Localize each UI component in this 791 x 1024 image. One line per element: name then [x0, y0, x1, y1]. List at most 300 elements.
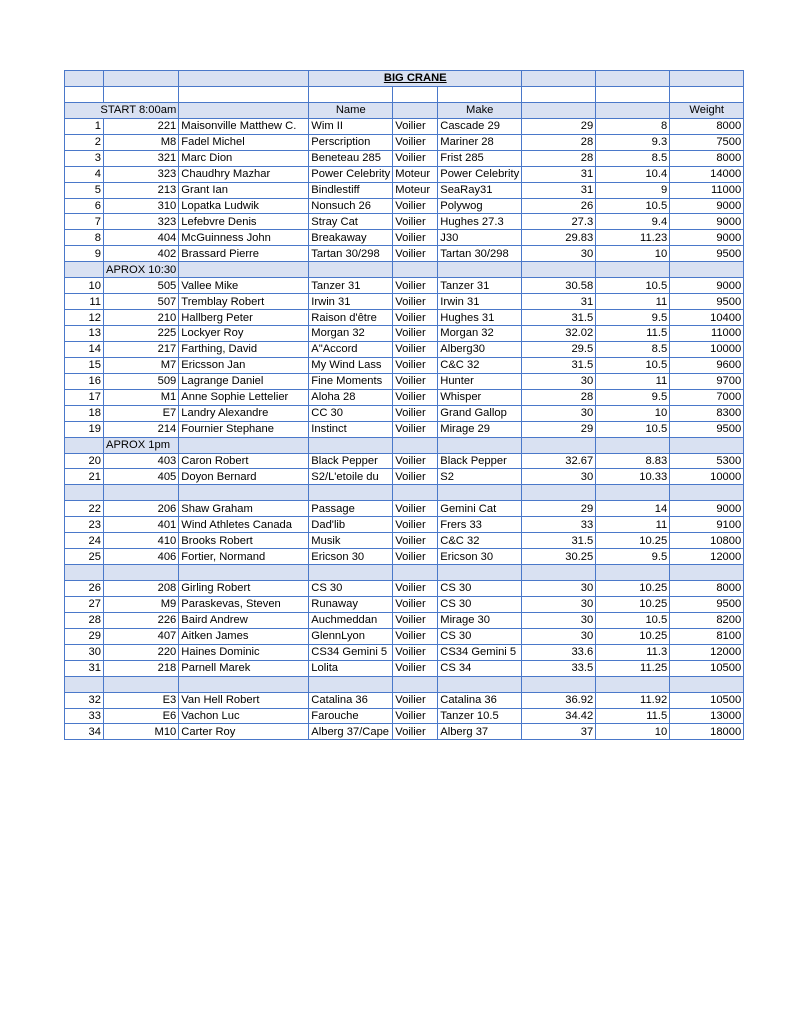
boat-type-cell: Voilier [393, 405, 438, 421]
boat-type-cell: Voilier [393, 230, 438, 246]
header-row [65, 102, 744, 118]
boat-id-cell: 403 [104, 453, 179, 469]
weight-cell: 10000 [670, 341, 744, 357]
boat-make-cell: C&C 32 [438, 357, 522, 373]
boat-id-cell: 218 [104, 660, 179, 676]
table-row [65, 373, 744, 389]
boat-type-cell: Voilier [393, 596, 438, 612]
length-cell: 29 [522, 421, 596, 437]
boat-make-cell: Cascade 29 [438, 118, 522, 134]
boat-make-cell: Whisper [438, 389, 522, 405]
section-row [65, 437, 744, 453]
owner-name-cell: Carter Roy [179, 724, 309, 740]
boat-name-cell: Ericson 30 [309, 549, 393, 565]
boat-make-cell: Hunter [438, 373, 522, 389]
boat-type-cell: Voilier [393, 533, 438, 549]
table-row [65, 246, 744, 262]
row-number-cell: 1 [65, 118, 104, 134]
beam-cell: 11 [596, 517, 670, 533]
length-cell: 31.5 [522, 310, 596, 326]
boat-id-cell: M10 [104, 724, 179, 740]
beam-cell: 8.83 [596, 453, 670, 469]
beam-cell: 11.92 [596, 692, 670, 708]
beam-cell: 10 [596, 724, 670, 740]
boat-type-cell: Voilier [393, 389, 438, 405]
owner-name-cell: Haines Dominic [179, 644, 309, 660]
table-row [65, 166, 744, 182]
row-number-cell: 20 [65, 453, 104, 469]
boat-make-cell: CS34 Gemini 5 [438, 644, 522, 660]
boat-make-cell: Mariner 28 [438, 134, 522, 150]
owner-name-cell: Hallberg Peter [179, 310, 309, 326]
weight-cell: 8100 [670, 628, 744, 644]
table-row [65, 517, 744, 533]
table-row [65, 421, 744, 437]
boat-id-cell: 509 [104, 373, 179, 389]
weight-cell: 9700 [670, 373, 744, 389]
boat-name-cell: GlennLyon [309, 628, 393, 644]
boat-id-cell: 210 [104, 310, 179, 326]
boat-type-cell: Voilier [393, 278, 438, 294]
boat-name-cell: CC 30 [309, 405, 393, 421]
row-number-cell: 25 [65, 549, 104, 565]
table-row [65, 134, 744, 150]
beam-cell: 11.3 [596, 644, 670, 660]
row-number-cell: 8 [65, 230, 104, 246]
length-cell: 30 [522, 581, 596, 597]
length-cell: 33.6 [522, 644, 596, 660]
boat-type-cell: Voilier [393, 246, 438, 262]
boat-id-cell: E6 [104, 708, 179, 724]
boat-type-cell: Voilier [393, 118, 438, 134]
row-number-cell: 34 [65, 724, 104, 740]
row-number-cell: 18 [65, 405, 104, 421]
boat-name-cell: Lolita [309, 660, 393, 676]
owner-name-cell: Fortier, Normand [179, 549, 309, 565]
weight-cell: 8000 [670, 581, 744, 597]
weight-cell: 11000 [670, 182, 744, 198]
row-number-cell: 22 [65, 501, 104, 517]
boat-make-cell: Polywog [438, 198, 522, 214]
beam-cell: 10.33 [596, 469, 670, 485]
weight-cell: 9500 [670, 421, 744, 437]
owner-name-cell: Vallee Mike [179, 278, 309, 294]
weight-cell: 9100 [670, 517, 744, 533]
boat-name-cell: Perscription [309, 134, 393, 150]
boat-type-cell: Voilier [393, 453, 438, 469]
table-row [65, 326, 744, 342]
section-label: APROX 1pm [104, 437, 179, 453]
row-number-cell: 17 [65, 389, 104, 405]
weight-cell: 9000 [670, 278, 744, 294]
owner-name-cell: Farthing, David [179, 341, 309, 357]
boat-type-cell: Voilier [393, 198, 438, 214]
row-number-cell: 2 [65, 134, 104, 150]
boat-schedule-table [64, 70, 744, 740]
row-number-cell: 16 [65, 373, 104, 389]
boat-type-cell: Voilier [393, 501, 438, 517]
weight-cell: 9000 [670, 214, 744, 230]
owner-name-cell: Shaw Graham [179, 501, 309, 517]
boat-type-cell: Voilier [393, 549, 438, 565]
table-row [65, 628, 744, 644]
blank-row [65, 565, 744, 581]
row-number-cell: 27 [65, 596, 104, 612]
boat-make-cell: Catalina 36 [438, 692, 522, 708]
boat-type-cell: Voilier [393, 214, 438, 230]
boat-id-cell: 407 [104, 628, 179, 644]
weight-cell: 7000 [670, 389, 744, 405]
boat-make-cell: Black Pepper [438, 453, 522, 469]
boat-id-cell: 225 [104, 326, 179, 342]
boat-type-cell: Voilier [393, 373, 438, 389]
boat-make-cell: Irwin 31 [438, 294, 522, 310]
weight-cell: 9000 [670, 230, 744, 246]
boat-id-cell: 321 [104, 150, 179, 166]
weight-cell: 9500 [670, 596, 744, 612]
row-number-cell: 32 [65, 692, 104, 708]
owner-name-cell: Brooks Robert [179, 533, 309, 549]
length-cell: 28 [522, 150, 596, 166]
weight-cell: 10500 [670, 660, 744, 676]
weight-cell: 9000 [670, 198, 744, 214]
boat-type-cell: Voilier [393, 357, 438, 373]
boat-make-cell: Alberg30 [438, 341, 522, 357]
beam-cell: 10.4 [596, 166, 670, 182]
boat-name-cell: Runaway [309, 596, 393, 612]
boat-type-cell: Voilier [393, 724, 438, 740]
make-header: Make [438, 102, 522, 118]
owner-name-cell: Girling Robert [179, 581, 309, 597]
owner-name-cell: Anne Sophie Lettelier [179, 389, 309, 405]
beam-cell: 14 [596, 501, 670, 517]
beam-cell: 10.5 [596, 612, 670, 628]
weight-cell: 7500 [670, 134, 744, 150]
row-number-cell: 12 [65, 310, 104, 326]
length-cell: 29.5 [522, 341, 596, 357]
owner-name-cell: Van Hell Robert [179, 692, 309, 708]
beam-cell: 9.5 [596, 310, 670, 326]
owner-name-cell: Paraskevas, Steven [179, 596, 309, 612]
row-number-cell: 26 [65, 581, 104, 597]
beam-cell: 8.5 [596, 150, 670, 166]
boat-id-cell: 206 [104, 501, 179, 517]
weight-cell: 8000 [670, 118, 744, 134]
boat-name-cell: Black Pepper [309, 453, 393, 469]
boat-type-cell: Voilier [393, 341, 438, 357]
row-number-cell: 11 [65, 294, 104, 310]
boat-name-cell: S2/L'etoile du [309, 469, 393, 485]
beam-cell: 10 [596, 246, 670, 262]
length-cell: 31 [522, 294, 596, 310]
length-cell: 31.5 [522, 357, 596, 373]
weight-cell: 18000 [670, 724, 744, 740]
boat-name-cell: Auchmeddan [309, 612, 393, 628]
length-cell: 37 [522, 724, 596, 740]
beam-cell: 10.25 [596, 628, 670, 644]
boat-name-cell: Aloha 28 [309, 389, 393, 405]
boat-name-cell: Morgan 32 [309, 326, 393, 342]
boat-name-cell: Instinct [309, 421, 393, 437]
beam-cell: 10.25 [596, 596, 670, 612]
beam-cell: 9.3 [596, 134, 670, 150]
boat-id-cell: E7 [104, 405, 179, 421]
boat-name-cell: Catalina 36 [309, 692, 393, 708]
boat-type-cell: Voilier [393, 660, 438, 676]
row-number-cell: 31 [65, 660, 104, 676]
boat-id-cell: 401 [104, 517, 179, 533]
beam-cell: 11.23 [596, 230, 670, 246]
owner-name-cell: Ericsson Jan [179, 357, 309, 373]
weight-cell: 12000 [670, 549, 744, 565]
table-row [65, 724, 744, 740]
boat-id-cell: 323 [104, 166, 179, 182]
boat-type-cell: Voilier [393, 581, 438, 597]
length-cell: 28 [522, 389, 596, 405]
boat-make-cell: Frers 33 [438, 517, 522, 533]
boat-id-cell: 220 [104, 644, 179, 660]
boat-name-cell: My Wind Lass [309, 357, 393, 373]
section-row [65, 262, 744, 278]
table-row [65, 405, 744, 421]
boat-make-cell: CS 34 [438, 660, 522, 676]
beam-cell: 11 [596, 294, 670, 310]
beam-cell: 10.25 [596, 581, 670, 597]
weight-cell: 9500 [670, 294, 744, 310]
beam-cell: 10.5 [596, 421, 670, 437]
boat-type-cell: Moteur [393, 166, 438, 182]
boat-make-cell: CS 30 [438, 596, 522, 612]
row-number-cell: 24 [65, 533, 104, 549]
row-number-cell: 13 [65, 326, 104, 342]
boat-make-cell: CS 30 [438, 581, 522, 597]
row-number-cell: 33 [65, 708, 104, 724]
boat-type-cell: Voilier [393, 517, 438, 533]
beam-cell: 10.5 [596, 198, 670, 214]
boat-name-cell: Irwin 31 [309, 294, 393, 310]
owner-name-cell: Doyon Bernard [179, 469, 309, 485]
owner-name-cell: Lopatka Ludwik [179, 198, 309, 214]
table-row [65, 150, 744, 166]
row-number-cell: 3 [65, 150, 104, 166]
row-number-cell: 19 [65, 421, 104, 437]
boat-make-cell: Power Celebrity [438, 166, 522, 182]
boat-type-cell: Voilier [393, 150, 438, 166]
row-number-cell: 29 [65, 628, 104, 644]
owner-name-cell: Parnell Marek [179, 660, 309, 676]
name-header: Name [309, 102, 393, 118]
owner-name-cell: Fadel Michel [179, 134, 309, 150]
weight-cell: 9000 [670, 501, 744, 517]
beam-cell: 10.5 [596, 357, 670, 373]
owner-name-cell: Caron Robert [179, 453, 309, 469]
length-cell: 30 [522, 612, 596, 628]
beam-cell: 11.5 [596, 708, 670, 724]
boat-type-cell: Voilier [393, 628, 438, 644]
owner-name-cell: Grant Ian [179, 182, 309, 198]
weight-cell: 10800 [670, 533, 744, 549]
owner-name-cell: Lockyer Roy [179, 326, 309, 342]
table-row [65, 198, 744, 214]
row-number-cell: 10 [65, 278, 104, 294]
beam-cell: 11.5 [596, 326, 670, 342]
length-cell: 27.3 [522, 214, 596, 230]
owner-name-cell: Aitken James [179, 628, 309, 644]
blank-row [65, 485, 744, 501]
length-cell: 30 [522, 596, 596, 612]
boat-make-cell: Mirage 30 [438, 612, 522, 628]
table-row [65, 357, 744, 373]
table-row [65, 581, 744, 597]
row-number-cell: 30 [65, 644, 104, 660]
owner-name-cell: Wind Athletes Canada [179, 517, 309, 533]
sheet-title: BIG CRANE [309, 71, 522, 87]
length-cell: 32.02 [522, 326, 596, 342]
table-row [65, 278, 744, 294]
spacer-row [65, 86, 744, 102]
boat-make-cell: Ericson 30 [438, 549, 522, 565]
boat-id-cell: M7 [104, 357, 179, 373]
table-row [65, 341, 744, 357]
weight-cell: 8200 [670, 612, 744, 628]
boat-name-cell: Raison d'être [309, 310, 393, 326]
weight-cell: 11000 [670, 326, 744, 342]
boat-name-cell: A"Accord [309, 341, 393, 357]
length-cell: 31.5 [522, 533, 596, 549]
row-number-cell: 4 [65, 166, 104, 182]
boat-id-cell: M1 [104, 389, 179, 405]
boat-name-cell: Dad'lib [309, 517, 393, 533]
boat-make-cell: Hughes 31 [438, 310, 522, 326]
beam-cell: 9.5 [596, 389, 670, 405]
table-row [65, 708, 744, 724]
table-row [65, 294, 744, 310]
boat-make-cell: S2 [438, 469, 522, 485]
boat-make-cell: Tanzer 31 [438, 278, 522, 294]
boat-id-cell: M9 [104, 596, 179, 612]
weight-cell: 9600 [670, 357, 744, 373]
table-row [65, 596, 744, 612]
boat-id-cell: 404 [104, 230, 179, 246]
start-time-header: START 8:00am [65, 102, 179, 118]
length-cell: 33.5 [522, 660, 596, 676]
weight-cell: 5300 [670, 453, 744, 469]
boat-id-cell: 323 [104, 214, 179, 230]
beam-cell: 10.5 [596, 278, 670, 294]
length-cell: 30 [522, 246, 596, 262]
boat-make-cell: J30 [438, 230, 522, 246]
table-row [65, 118, 744, 134]
boat-name-cell: Tartan 30/298 [309, 246, 393, 262]
table-row [65, 644, 744, 660]
beam-cell: 9.5 [596, 549, 670, 565]
length-cell: 28 [522, 134, 596, 150]
row-number-cell: 7 [65, 214, 104, 230]
title-row [65, 71, 744, 87]
beam-cell: 9 [596, 182, 670, 198]
owner-name-cell: Vachon Luc [179, 708, 309, 724]
boat-type-cell: Voilier [393, 612, 438, 628]
length-cell: 32.67 [522, 453, 596, 469]
boat-id-cell: 217 [104, 341, 179, 357]
boat-name-cell: Farouche [309, 708, 393, 724]
length-cell: 33 [522, 517, 596, 533]
beam-cell: 8.5 [596, 341, 670, 357]
boat-id-cell: 226 [104, 612, 179, 628]
boat-make-cell: Morgan 32 [438, 326, 522, 342]
owner-name-cell: Lefebvre Denis [179, 214, 309, 230]
boat-id-cell: M8 [104, 134, 179, 150]
owner-name-cell: Fournier Stephane [179, 421, 309, 437]
boat-id-cell: 208 [104, 581, 179, 597]
blank-row [65, 676, 744, 692]
boat-id-cell: 406 [104, 549, 179, 565]
length-cell: 30 [522, 373, 596, 389]
weight-header: Weight [670, 102, 744, 118]
owner-name-cell: McGuinness John [179, 230, 309, 246]
boat-type-cell: Voilier [393, 644, 438, 660]
boat-name-cell: Beneteau 285 [309, 150, 393, 166]
boat-make-cell: Frist 285 [438, 150, 522, 166]
boat-id-cell: 505 [104, 278, 179, 294]
boat-type-cell: Voilier [393, 708, 438, 724]
boat-id-cell: E3 [104, 692, 179, 708]
row-number-cell: 28 [65, 612, 104, 628]
boat-id-cell: 213 [104, 182, 179, 198]
owner-name-cell: Landry Alexandre [179, 405, 309, 421]
length-cell: 29 [522, 118, 596, 134]
table-row [65, 612, 744, 628]
length-cell: 30 [522, 628, 596, 644]
boat-type-cell: Voilier [393, 310, 438, 326]
boat-id-cell: 402 [104, 246, 179, 262]
table-row [65, 533, 744, 549]
table-row [65, 389, 744, 405]
weight-cell: 12000 [670, 644, 744, 660]
boat-make-cell: Mirage 29 [438, 421, 522, 437]
boat-type-cell: Voilier [393, 469, 438, 485]
weight-cell: 10000 [670, 469, 744, 485]
boat-name-cell: Breakaway [309, 230, 393, 246]
weight-cell: 10500 [670, 692, 744, 708]
length-cell: 34.42 [522, 708, 596, 724]
table-row [65, 453, 744, 469]
table-row [65, 469, 744, 485]
table-row [65, 310, 744, 326]
boat-id-cell: 405 [104, 469, 179, 485]
table-row [65, 501, 744, 517]
boat-id-cell: 410 [104, 533, 179, 549]
length-cell: 30 [522, 469, 596, 485]
boat-make-cell: CS 30 [438, 628, 522, 644]
table-row [65, 549, 744, 565]
weight-cell: 8300 [670, 405, 744, 421]
boat-name-cell: CS34 Gemini 5 [309, 644, 393, 660]
boat-make-cell: Alberg 37 [438, 724, 522, 740]
length-cell: 29 [522, 501, 596, 517]
boat-name-cell: Bindlestiff [309, 182, 393, 198]
table-row [65, 230, 744, 246]
boat-name-cell: Passage [309, 501, 393, 517]
boat-name-cell: Alberg 37/Cape [309, 724, 393, 740]
owner-name-cell: Marc Dion [179, 150, 309, 166]
length-cell: 36.92 [522, 692, 596, 708]
weight-cell: 8000 [670, 150, 744, 166]
boat-name-cell: Power Celebrity [309, 166, 393, 182]
beam-cell: 10 [596, 405, 670, 421]
boat-id-cell: 214 [104, 421, 179, 437]
row-number-cell: 9 [65, 246, 104, 262]
